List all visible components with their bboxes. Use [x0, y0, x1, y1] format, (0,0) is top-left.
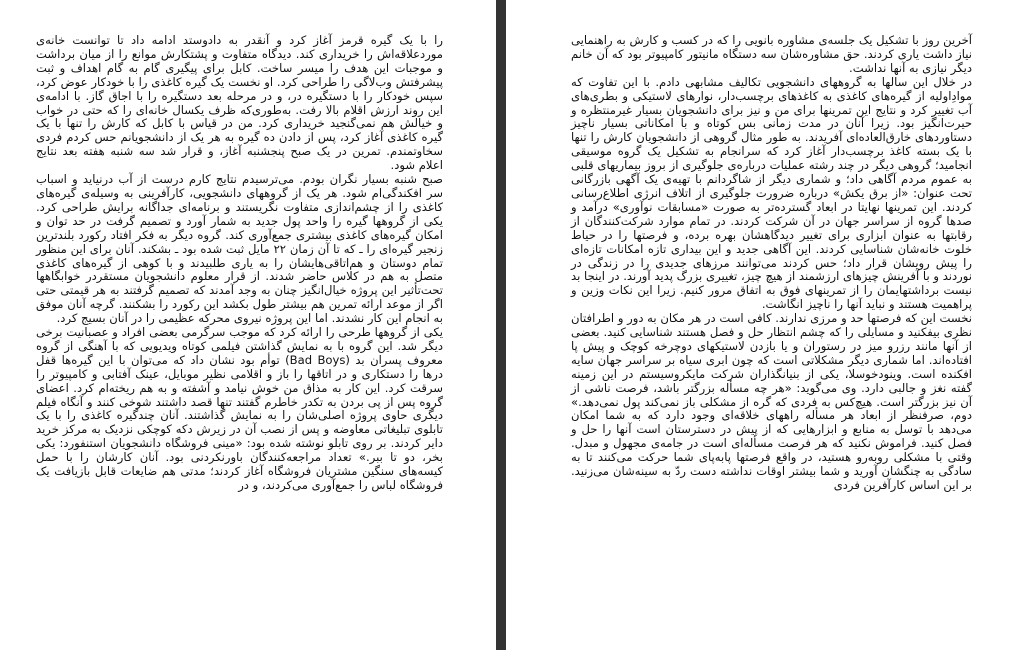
paragraph: یکی از گروهها طرحی را ارائه کرد که موجب سرگرمی بعضی افراد و عصبانیت برخی دیگر شد. این گروه با به نمایش گذاشتن فیلمی کوتاه ویدیویی که با آهنگی از گروه معروف پسران بد (Bad Boys) توأم بود نشان داد که می‌توان با این گیره‌ها قفل درها را دستکاری و در اتاقها را باز و اقلامی نظیر موبایل، عینک آفتابی و کامپیوتر را سرقت کرد. این کار به مذاق من خوش نیامد و آشفته و به هم ریخته‌ام کرد. اعضای گروه پس از پی بردن به تکدر خاطرم گفتند تنها قصد داشتند شوخی کنند و آنگاه فیلم دیگری حاوی پروژه اصلی‌شان را به نمایش گذاشتند. آنان چندگیره کاغذی را با یک تابلوی تبلیغاتی معاوضه و پس از نصب آن در زیرش دکه کوچکی نزدیک به مرکز خرید دایر کردند. بر روی تابلو نوشته شده بود: «مینی فروشگاه دانشجویان استنفورد: یکی بخر، دو تا ببر.» تعداد مراجعه‌کنندگان باورنکردنی بود. آنان کارشان را با حمل کیسه‌های سنگین مشتریان فروشگاه آغاز کردند؛ مدتی هم ضایعات قابل بازیافت یک فروشگاه لباس را جمع‌آوری می‌کردند، و در: [36, 325, 443, 492]
page-gutter-divider: [496, 0, 506, 650]
right-page: [506, 0, 1024, 650]
paragraph: در خلال این سالها به گروههای دانشجویی تکالیف مشابهی دادم. با این تفاوت که موادِاولیه از گیره‌های کاغذی به کاغذهای برچسب‌دار، نوارهای لاستیکی و بطری‌های آب تغییر کرد و نتایج این تمرینها برای من و نیز برای دانشجویان بسیار غیرمنتظره و حیرت‌انگیز بود. زیرا آنان در مدت زمانی بس کوتاه و با امکاناتی بسیار ناچیز دستاوردهای خارق‌العاده‌ای آفریدند. به طور مثال گروهی از دانشجویان کارش را تنها با یک بسته کاغذ برچسب‌دار آغاز کرد که سرانجام به تشکیل یک گروه موسیقی انجامید؛ گروهی دیگر در چند رشته عملیات درباره‌ی جلوگیری از بروز بیماریهای قلبی به عموم مردم آگاهی داد؛ و شماری دیگر از شاگردانم با تهیه‌ی یک آگهی بازرگانی تحت عنوان: «از برق یکش» درباره ضرورت جلوگیری از اتلاف انرژی اطلاع‌رسانی کردند. این تمرینها نهایتا در ابعاد گسترده‌تر به صورت «مسابقات نوآوری» درآمد و صدها گروه از سراسر جهان در آن شرکت کردند. در تمام موارد شرکت‌کنندگان از رقابتها به عنوان ابزاری برای تغییر دیدگاهشان بهره برده، و فرصتها را در حیاط خلوت خانه‌شان شناسایی کردند. این آگاهی جدید و این بیداری تازه امکانات تازه‌ای را پیش رویشان قرار داد؛ حس کردند می‌توانند مرزهای جدیدی را در زندگی در نوردند و با آفرینش چیزهای ارزشمند از هیچ چیز، تغییری بزرگ پدید آورند. در اینجا بد نیست برداشتهایمان را از تمرینهای فوق به اتفاق مرور کنیم. زیرا این نکات وزین و پراهمیت هستند و نباید آنها را ناچیز انگاشت.: [571, 74, 972, 312]
left-page: [0, 0, 496, 650]
paragraph: را با یک گیره قرمز آغاز کرد و آنقدر به دادوستد ادامه داد تا توانست خانه‌ی موردعلاقه‌اش را خریداری کند. دیدگاه متفاوت و پشتکارش موانع را از میان برداشت و موجبات این هدف را میسر ساخت. کابل برای پیگیری گام به گام اهداف و ثبت پیشرفتش وب‌لاگی را طراحی کرد. او نخست یک گیره کاغذی را با خودکار عوض کرد، سپس خودکار را با دستگیره در، و در مرحله بعد دستگیره را با اجاق گاز. با ادامه‌ی این روند ارزش اقلام بالا رفت. به‌طوری‌که ظرف یکسال خانه‌ای را که حتی در خواب و خیالش هم نمی‌گنجید خریداری کرد. من در قیاس با کابل که کارش را تنها با یک گیره کاغذی آغاز کرد، پس از دادن ده گیره به هر یک از دانشجویانم حس کردم فردی سخاوتمندم. تمرین در یک صبح پنجشنبه آغاز، و قرار شد سه شنبه هفته بعد نتایج اعلام شود.: [36, 33, 443, 173]
paragraph: صبح شنبه بسیار نگران بودم. می‌ترسیدم نتایج کارم درست از آب درنیاید و اسباب سر افکندگی‌ام شود. هر یک از گروههای دانشجویی، کارآفرینی به وسیله‌ی گیره‌های کاغذی را از چشم‌اندازی متفاوت نگریستند و برنامه‌ای جداگانه برایش طراحی کرد. یکی از گروهها گیره را واحد پول جدید به شمار آورد و تصمیم گرفت در حد توان و امکان گیره‌های کاغذی بیشتری جمع‌آوری کند. گروه دیگر به فکر افتاد رکورد بلندترین زنجیر گیره‌ای را ـ که تا آن زمان ۲۲ مایل ثبت شده بود ـ بشکند. آنان برای این منظور تمام دوستان و هم‌اتاقی‌هایشان را به یاری طلبیدند و با کوهی از گیره‌های کاغذی متصل به هم در کلاس حاضر شدند. از قرار معلوم دانشجویان مستقردر خوابگاهها تحت‌تأثیر این پروژه خیال‌انگیز چنان به وجد آمدند که تصمیم گرفتند به هر قیمتی حتی اگر از موعد ارائه تمرین هم بیشتر طول بکشد این رکورد را بشکنند. گرچه آنان موفق به انجام این کار نشدند. اما این پروژه نیروی محرکه عظیمی را در آنان بسیج کرد.: [36, 172, 443, 326]
right-page-text-column: [571, 34, 972, 493]
paragraph: نخست این که فرصتها حد و مرزی ندارند. کافی است در هر مکان به دور و اطرافتان نظری بیفکنید و مسایلی را که چشم انتظار حل و فصل هستند شناسایی کنید. بعضی از آنها مانند رزرو میز در رستوران و یا بازدن لاستیکهای دوچرخه کوچک و پیش پا افتاده‌اند. اما شماری دیگر مشکلاتی است که چون ابری سیاه بر سراسر جهان سایه افکنده است. وینودخوسلا، یکی از بنیانگذاران شرکت مایکروسیستم در این زمینه گفته نغز و جالبی دارد. وی می‌گوید: «هر چه مسأله بزرگتر باشد، فرصت ناشی از آن نیز بزرگتر است. هیچ‌کس به فردی که گره از مشکلی باز نمی‌کند پول نمی‌دهد.» دوم، صرفنظر از ابعاد هر مسأله راههای خلاقه‌ای وجود دارد که به شما امکان می‌دهد با توسل به منابع و ابزارهایی که از پیش در دسترستان است آنها را حل و فصل کنید. فراموش نکنید که هر فرصت مسأله‌ای است در جامه‌ی مجهول و مبدل. وقتی با مشکلی روبه‌رو هستید، در واقع فرصتها پابه‌پای شما حرکت می‌کنند تا به سادگی به چنگشان آورید و شما بیشتر اوقات نداشته دست ردّ به سینه‌شان می‌زنید. بر این اساس کارآفرین فردی: [571, 311, 972, 492]
paragraph: آخرین روز با تشکیل یک جلسه‌ی مشاوره بانویی را که در کسب و کارش به راهنمایی نیاز داشت یاری کردند. حق مشاوره‌شان سه دستگاه مانیتور کامپیوتر بود که آن خانم دیگر نیازی به آنها نداشت.: [571, 33, 972, 75]
left-page-text-column: [36, 34, 443, 493]
